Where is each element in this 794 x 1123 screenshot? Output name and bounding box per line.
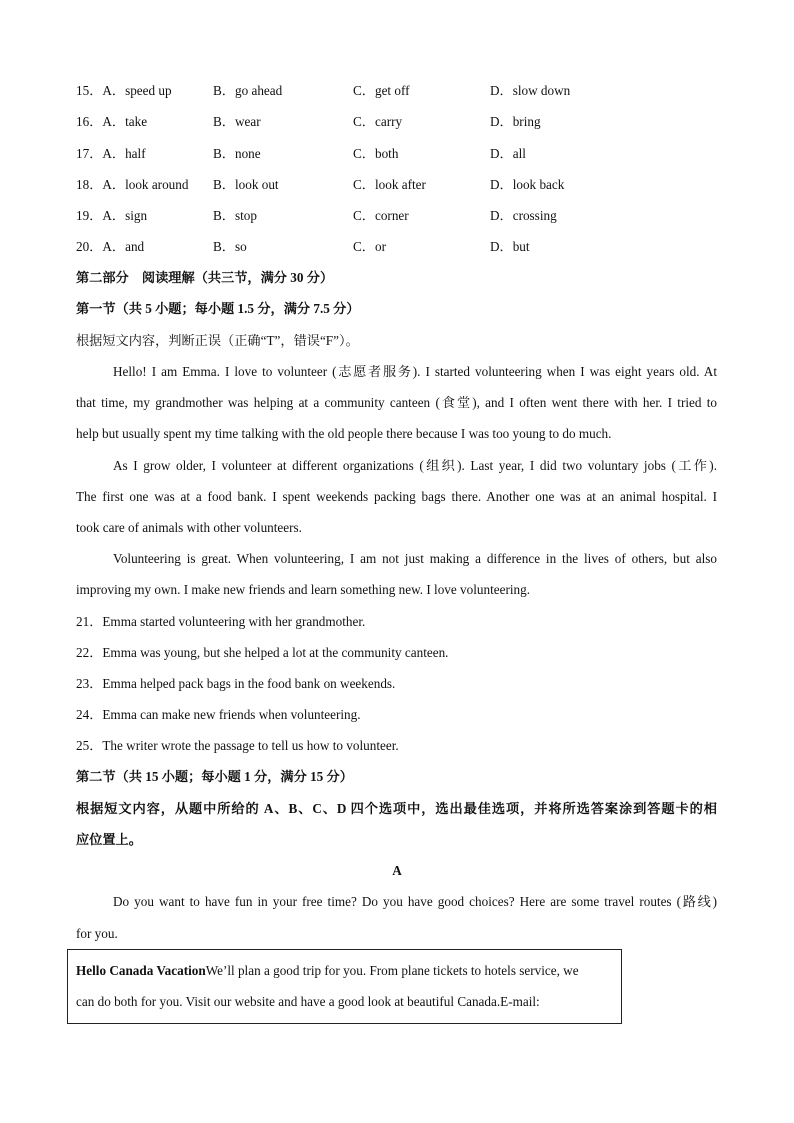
option-a: 19．A．sign [76, 208, 148, 223]
part-heading: 第二部分 阅读理解（共三节，满分 30 分） [76, 270, 334, 285]
question-18-options [76, 176, 716, 194]
option-a: 20．A．and [76, 239, 145, 254]
option-c: C．carry [353, 114, 403, 129]
option-b: B．none [213, 146, 261, 161]
passage-line: help but usually spent my time talking with the old people there because I was too young to do much. [76, 426, 612, 441]
section-heading: 第二节（共 15 小题；每小题 1 分，满分 15 分） [76, 769, 353, 784]
question-15-options [76, 82, 716, 100]
passage-line: that time, my grandmother was helping at a community canteen (食堂), and I often went there with her. I tried to [76, 395, 717, 410]
passage-line: As I grow older, I volunteer at different organizations (组织). Last year, I did two voluntary jobs (工作). [113, 458, 717, 473]
passage-line: The first one was at a food bank. I spent weekends packing bags there. Another one was at an animal hospital. I [76, 489, 717, 504]
question-19-options [76, 207, 716, 225]
option-d: D．slow down [490, 83, 571, 98]
option-d: D．but [490, 239, 530, 254]
statement-22: 22．Emma was young, but she helped a lot at the community canteen. [76, 645, 449, 660]
section-instruction-cont: 应位置上。 [76, 832, 142, 847]
option-b: B．look out [213, 177, 279, 192]
option-b: B．wear [213, 114, 261, 129]
option-a: 18．A．look around [76, 177, 189, 192]
option-b: B．go ahead [213, 83, 283, 98]
advert-line [76, 962, 579, 980]
option-b: B．stop [213, 208, 257, 223]
passage-label: A [392, 863, 402, 878]
advert-line: can do both for you. Visit our website and have a good look at beautiful Canada.E-mail: [76, 994, 540, 1009]
passage-line: took care of animals with other volunteers. [76, 520, 302, 535]
option-c: C．both [353, 146, 399, 161]
passage-line: Hello! I am Emma. I love to volunteer (志愿者服务). I started volunteering when I was eight years old. At [113, 364, 717, 379]
section-instruction: 根据短文内容，从题中所给的 A、B、C、D 四个选项中，选出最佳选项，并将所选答案涂到答题卡的相 [76, 801, 717, 816]
option-d: D．look back [490, 177, 565, 192]
question-16-options [76, 113, 716, 131]
option-a: 15．A．speed up [76, 83, 172, 98]
statement-25: 25．The writer wrote the passage to tell us how to volunteer. [76, 738, 399, 753]
option-b: B．so [213, 239, 247, 254]
advert-title: Hello Canada Vacation [76, 963, 206, 978]
passage-intro: for you. [76, 926, 118, 941]
statement-24: 24．Emma can make new friends when volunteering. [76, 707, 361, 722]
question-20-options [76, 238, 716, 256]
advert-text: We’ll plan a good trip for you. From plane tickets to hotels service, we [205, 963, 579, 978]
passage-line: improving my own. I make new friends and learn something new. I love volunteering. [76, 582, 531, 597]
passage-line: Volunteering is great. When volunteering, I am not just making a difference in the lives of others, but also [113, 551, 717, 566]
option-c: C．look after [353, 177, 426, 192]
statement-23: 23．Emma helped pack bags in the food bank on weekends. [76, 676, 396, 691]
option-c: C．get off [353, 83, 410, 98]
advert-box [67, 949, 622, 1024]
section-instruction: 根据短文内容，判断正误（正确“T”，错误“F”）。 [76, 333, 359, 348]
option-c: C．corner [353, 208, 409, 223]
option-d: D．crossing [490, 208, 557, 223]
option-a: 16．A．take [76, 114, 148, 129]
statement-21: 21．Emma started volunteering with her grandmother. [76, 614, 366, 629]
question-17-options [76, 145, 716, 163]
section-heading: 第一节（共 5 小题；每小题 1.5 分，满分 7.5 分） [76, 301, 360, 316]
option-d: D．bring [490, 114, 541, 129]
passage-intro: Do you want to have fun in your free time? Do you have good choices? Here are some travel routes (路线) [113, 894, 717, 909]
option-a: 17．A．half [76, 146, 146, 161]
option-c: C．or [353, 239, 386, 254]
option-d: D．all [490, 146, 526, 161]
